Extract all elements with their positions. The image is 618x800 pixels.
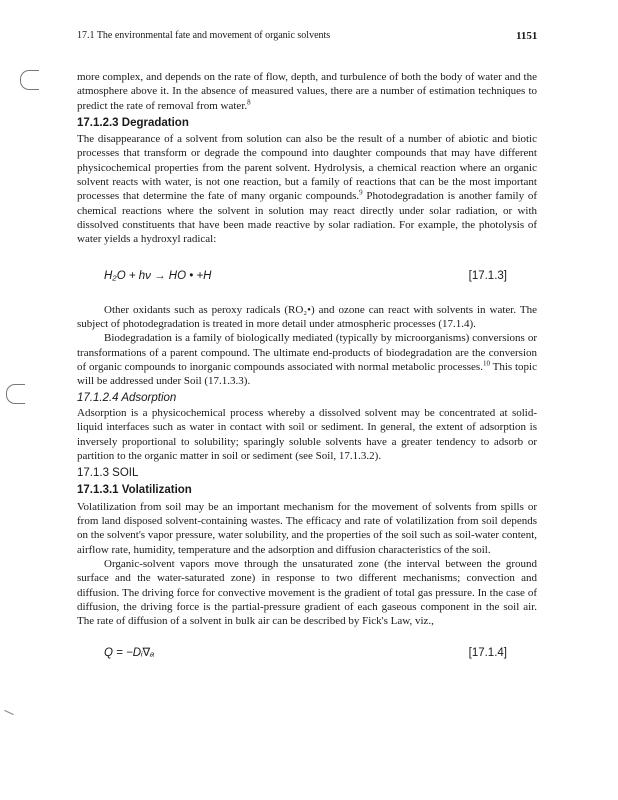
scan-mark [4, 710, 13, 715]
paragraph-degradation: The disappearance of a solvent from solution can also be the result of a number of abiotic and biotic processes that transform or degrade the compound into daughter compounds that may have different physicochemical properties from the parent solvent. Hydrolysis, a chemical reaction where an organic solvent reacts with water, is not one reaction, but a family of reactions that can be the most important processes that determine the fate of many organic compounds.$^9$ Photodegradation is another family of chemical reactions where the solvent in solution may react directly under solar radiation, or with dissolved constituents that have been made reactive by solar radiation. For example, the photolysis of water yields a hydroxyl radical: [77, 133, 537, 246]
equation-17-1-4 [77, 646, 537, 660]
section-heading-degradation: 17.1.2.3 Degradation [77, 116, 189, 129]
section-heading-volatilization: 17.1.3.1 Volatilization [77, 484, 192, 497]
equation-number: [17.1.3] [468, 269, 507, 282]
punch-hole-mark [20, 70, 39, 90]
footnote-ref: 9 [359, 188, 363, 197]
section-heading-adsorption: 17.1.2.4 Adsorption [77, 391, 177, 404]
equation-expression: Q = −Dᵢ∇ₐ [104, 647, 155, 660]
paragraph-oxidants: Other oxidants such as peroxy radicals (RO₂•) and ozone can react with solvents in water. The subject of photodegradation is treated in more detail under atmospheric processes (17.1.4). [77, 303, 537, 331]
section-heading-soil: 17.1.3 SOIL [77, 467, 139, 480]
running-header: 17.1 The environmental fate and movement of organic solvents [77, 30, 331, 41]
equation-number: [17.1.4] [468, 647, 507, 660]
paragraph-volatilization-1: Volatilization from soil may be an important mechanism for the movement of solvents from spills or from land disposed solvent-containing wastes. The efficacy and rate of volatilization from soil depends on the solvent's vapor pressure, water solubility, and the properties of the soil such as soil-water content, airflow rate, humidity, temperature and the adsorption and diffusion characteristics of the soil. [77, 500, 537, 556]
paragraph-volatilization-2: Organic-solvent vapors move through the unsaturated zone (the interval between the ground surface and the water-saturated zone) in response to two different mechanisms; convection and diffusion. The driving force for convective movement is the gradient of total gas pressure. In the case of diffusion, the driving force is the partial-pressure gradient of each gaseous component in the soil air. The rate of diffusion of a solvent in bulk air can be described by Fick's Law, viz., [77, 557, 537, 628]
body-text [77, 70, 537, 661]
paragraph-adsorption: Adsorption is a physicochemical process whereby a dissolved solvent may be concentrated at solid-liquid interfaces such as water in contact with soil or sediment. In general, the extent of adsorption is inversely proportional to solubility; sparingly soluble solvents have a greater tendency to adsorb or partition to the organic matter in soil or sediment (see Soil, 17.1.3.2). [77, 406, 537, 462]
punch-hole-mark [6, 384, 25, 404]
equation-17-1-3 [77, 269, 537, 283]
footnote-ref: 8 [247, 97, 251, 106]
paragraph-intro: more complex, and depends on the rate of flow, depth, and turbulence of both the body of water and the atmosphere above it. In the absence of measured values, there are a number of estimation techniques to predict the rate of removal from water.$^8$ [77, 71, 537, 112]
footnote-ref: 10 [482, 359, 490, 368]
paragraph-biodegradation: Biodegradation is a family of biologically mediated (typically by microorganisms) conversions or transformations of a parent compound. The ultimate end-products of biodegradation are the conversion of organic compounds to inorganic compounds associated with normal metabolic processes.$^{10}$ This topic will be addressed under Soil (17.1.3.3). [77, 332, 537, 388]
page-number: 1151 [516, 30, 538, 42]
equation-expression: H₂O + hν → HO • +H [104, 269, 212, 282]
